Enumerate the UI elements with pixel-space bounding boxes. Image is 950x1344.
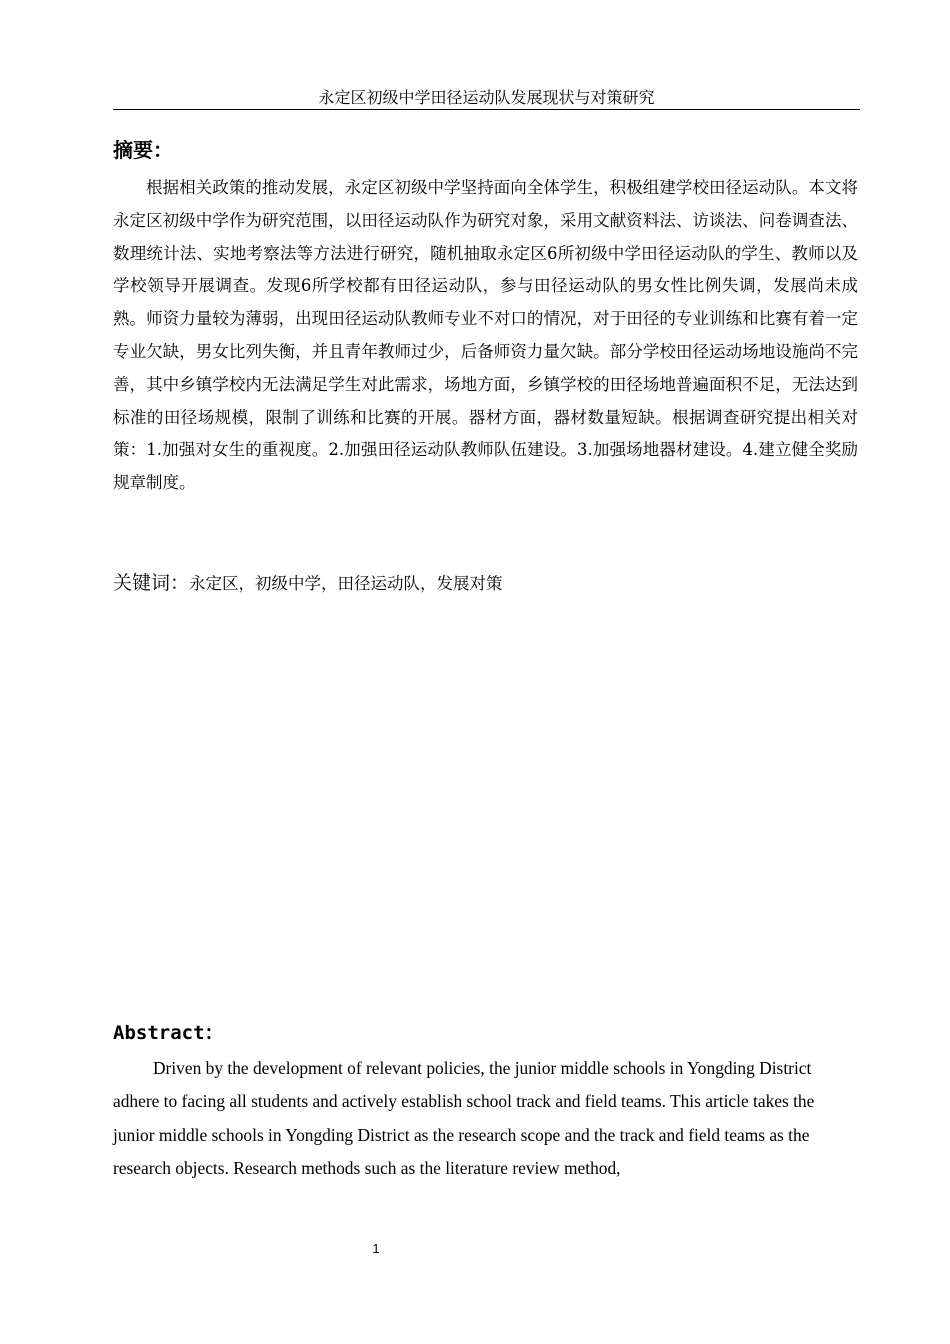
keywords-text: 永定区，初级中学，田径运动队，发展对策 [189,574,503,593]
running-header: 永定区初级中学田径运动队发展现状与对策研究 [318,88,655,107]
keywords-label: 关键词： [113,572,190,594]
english-abstract-heading: Abstract： [113,1022,224,1044]
page-number: 1 [372,1241,380,1256]
english-abstract-body: Driven by the development of relevant policies, the junior middle schools in Yongding District adhere to facing all students and actively establish school track and field teams. This article takes the junior middle schools in Yongding District as the research scope and the track and field teams as the research objects. Research methods such as the literature review method, [113,1058,815,1178]
chinese-keywords [113,568,858,599]
chinese-abstract-body: 根据相关政策的推动发展，永定区初级中学坚持面向全体学生，积极组建学校田径运动队。本文将永定区初级中学作为研究范围，以田径运动队作为研究对象，采用文献资料法、访谈法、问卷调查法、数理统计法、实地考察法等方法进行研究，随机抽取永定区6所初级中学田径运动队的学生、教师以及学校领导开展调查。发现6所学校都有田径运动队，参与田径运动队的男女性比例失调，发展尚未成熟。师资力量较为薄弱，出现田径运动队教师专业不对口的情况，对于田径的专业训练和比赛有着一定专业欠缺，男女比列失衡，并且青年教师过少，后备师资力量欠缺。部分学校田径运动场地设施尚不完善，其中乡镇学校内无法满足学生对此需求，场地方面，乡镇学校的田径场地普遍面积不足，无法达到标准的田径场规模，限制了训练和比赛的开展。器材方面，器材数量短缺。根据调查研究提出相关对策：1.加强对女生的重视度。2.加强田径运动队教师队伍建设。3.加强场地器材建设。4.建立健全奖励规章制度。 [113,178,858,493]
header-divider [113,109,860,110]
chinese-abstract-heading: 摘要： [113,138,173,162]
